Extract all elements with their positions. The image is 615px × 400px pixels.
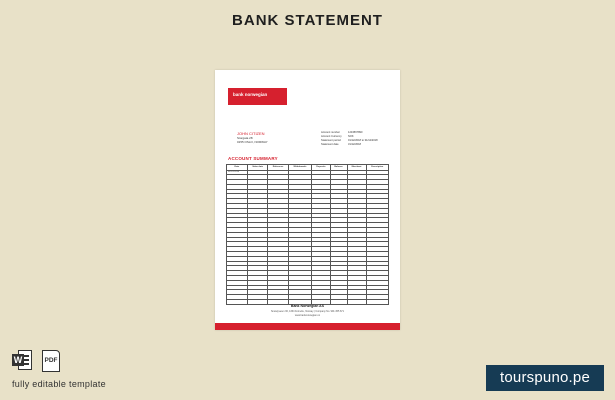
- footer-address: Snarøyveien 36, 1364 Fornebu, Norway | Company No. 991 455 671: [271, 310, 344, 313]
- info-value: NOK: [348, 135, 354, 138]
- col-header: Value date: [247, 165, 268, 171]
- table-body: [227, 170, 389, 304]
- info-key: Statement period: [321, 139, 341, 142]
- col-header: Deposits: [312, 165, 330, 171]
- info-key: Account number: [321, 131, 340, 134]
- word-icon: [12, 349, 34, 373]
- format-icons: [12, 349, 62, 373]
- pdf-icon: [40, 349, 62, 373]
- col-header: Balance: [330, 165, 347, 171]
- footer-bank-name: Bank Norwegian AS: [290, 304, 325, 308]
- word-badge: W: [13, 355, 23, 365]
- col-header: Description: [366, 165, 389, 171]
- col-header: Reference: [268, 165, 288, 171]
- customer-name: JOHN CITIZEN: [237, 131, 265, 136]
- transactions-table: [226, 164, 389, 305]
- page-title: BANK STATEMENT: [232, 12, 383, 29]
- footer-website: www.banknorwegian.no: [294, 314, 321, 317]
- customer-address-2: 0155 OSLO, NORWAY: [237, 140, 268, 144]
- footer-bar: [215, 323, 400, 330]
- editable-caption: fully editable template: [12, 379, 106, 389]
- statement-document: [215, 70, 400, 330]
- col-header: Date: [227, 165, 248, 171]
- info-value: 31/12/2018: [348, 143, 361, 146]
- info-key: Statement date: [321, 143, 339, 146]
- table-cell: 01/12/2018: [227, 170, 248, 175]
- bank-logo: [228, 88, 287, 105]
- col-header: Merchant: [347, 165, 366, 171]
- account-info: [321, 131, 391, 147]
- info-value: 01/12/2018 to 31/12/2018: [348, 139, 378, 142]
- info-key: Account Currency: [321, 135, 342, 138]
- customer-address-1: Storgata 28: [237, 136, 253, 140]
- info-row: [321, 143, 391, 147]
- col-header: Withdrawals: [288, 165, 312, 171]
- brand-badge: tourspuno.pe: [486, 365, 604, 391]
- bank-logo-text: bank norwegian: [233, 92, 268, 97]
- pdf-label: PDF: [44, 357, 58, 364]
- info-value: 1234567890: [348, 131, 363, 134]
- account-summary-title: ACCOUNT SUMMARY: [228, 156, 278, 161]
